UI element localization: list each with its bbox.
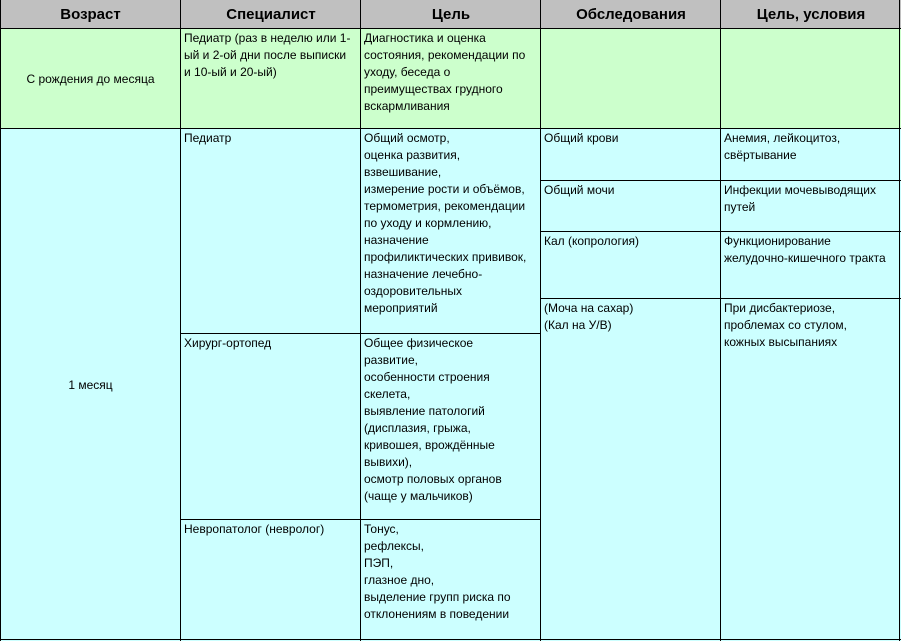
grid-line <box>360 0 361 641</box>
grid-line <box>0 28 901 29</box>
header-exams: Обследования <box>541 0 721 29</box>
condition-optional: При дисбактериозе, проблемах со стулом, кожных высыпаниях <box>721 299 901 641</box>
grid-line <box>541 231 901 232</box>
goal-neurologist: Тонус, рефлексы, ПЭП, глазное дно, выделение групп риска по отклонениям в поведении <box>361 520 541 641</box>
specialist-neurologist: Невропатолог (невролог) <box>181 520 361 641</box>
grid-line <box>181 519 541 520</box>
exam-stool: Кал (копрология) <box>541 232 721 299</box>
header-goal: Цель <box>361 0 541 29</box>
grid-line <box>0 639 901 640</box>
grid-line <box>181 333 541 334</box>
condition-stool: Функционирование желудочно-кишечного тракта <box>721 232 901 299</box>
row2-age: 1 месяц <box>0 129 181 641</box>
goal-pediatrician: Общий осмотр, оценка развития, взвешивание, измерение рости и объёмов, термометрия, рекомендации по уходу и кормлению, назначение профиликтических прививок, назначение лечебно- оздоровительных мероприятий <box>361 129 541 334</box>
exam-optional: (Моча на сахар) (Кал на У/В) <box>541 299 721 641</box>
condition-blood: Анемия, лейкоцитоз, свёртывание <box>721 129 901 181</box>
grid-line <box>0 0 1 641</box>
header-age: Возраст <box>0 0 181 29</box>
goal-orthopedist: Общее физическое развитие, особенности строения скелета, выявление патологий (дисплазия, грыжа, кривошея, врождённые вывихи), осмотр половых органов (чаще у мальчиков) <box>361 334 541 520</box>
grid-line <box>720 0 721 641</box>
row1-goal: Диагностика и оценка состояния, рекомендации по уходу, беседа о преимуществах грудного вскармливания <box>361 29 541 129</box>
row1-condition <box>721 29 901 129</box>
row1-exam <box>541 29 721 129</box>
row1-age: С рождения до месяца <box>0 29 181 129</box>
exam-blood: Общий крови <box>541 129 721 181</box>
header-conditions: Цель, условия <box>721 0 901 29</box>
header-specialist: Специалист <box>181 0 361 29</box>
specialist-pediatrician: Педиатр <box>181 129 361 334</box>
specialist-orthopedist: Хирург-ортопед <box>181 334 361 520</box>
grid-line <box>0 128 901 129</box>
grid-line <box>540 0 541 641</box>
exam-urine: Общий мочи <box>541 181 721 232</box>
row1-specialist: Педиатр (раз в неделю или 1- ый и 2-ой дни после выписки и 10-ый и 20-ый) <box>181 29 361 129</box>
grid-line <box>541 298 901 299</box>
grid-line <box>180 0 181 641</box>
grid-line <box>899 0 900 641</box>
grid-line <box>541 180 901 181</box>
condition-urine: Инфекции мочевыводящих путей <box>721 181 901 232</box>
